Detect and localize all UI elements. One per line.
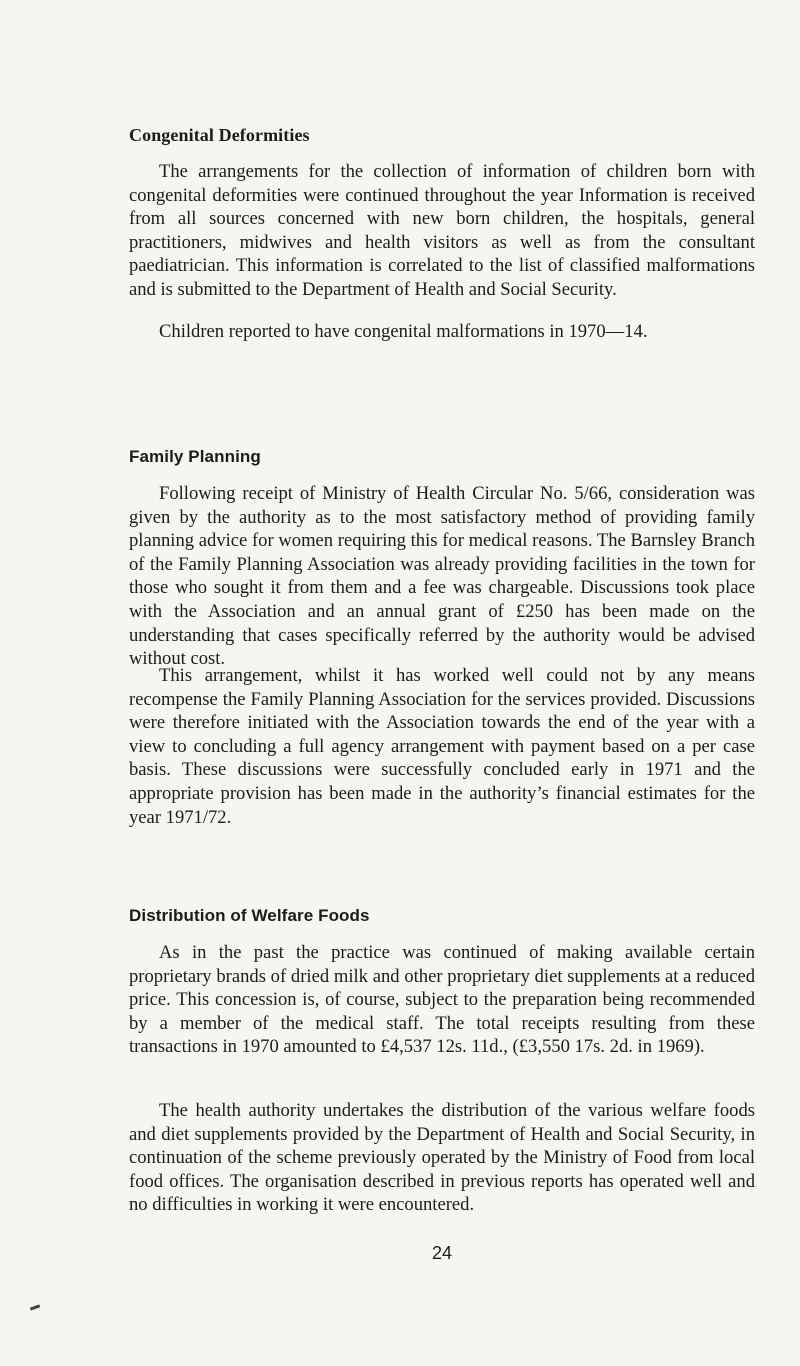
margin-mark [30,1304,40,1310]
paragraph-family-planning-1: Following receipt of Ministry of Health Circular No. 5/66, consideration was given by the authority as to the most satisfactory method of providing family planning advice for women requiring this for medical reasons. The Barnsley Branch of the Family Planning Association was already providing facilities in the town for those who sought it from them and a fee was chargeable. Discussions took place with the Association and an annual grant of £250 has been made on the understanding that cases specifically referred by the authority would be advised without cost. [129,483,755,670]
document-page [129,0,755,1366]
section-heading-welfare-foods: Distribution of Welfare Foods [129,906,370,925]
section-heading-congenital-deformities: Congenital Deformities [129,125,310,145]
paragraph-congenital-2: Children reported to have congenital malformations in 1970—14. [159,321,648,342]
paragraph-congenital-1: The arrangements for the collection of information of children born with congenital deformities were continued throughout the year Information is received from all sources concerned with new born children, the hospitals, general practitioners, midwives and health visitors as well as from the consultant paediatrician. This information is correlated to the list of classified malformations and is submitted to the Department of Health and Social Security. [129,161,755,300]
paragraph-family-planning-2: This arrangement, whilst it has worked well could not by any means recompense the Family Planning Association for the services provided. Discussions were therefore initiated with the Association towards the end of the year with a view to concluding a full agency arrangement with payment based on a per case basis. These discussions were successfully concluded early in 1971 and the appropriate provision has been made in the authority’s financial estimates for the year 1971/72. [129,665,755,828]
page-number: 24 [431,1243,453,1263]
paragraph-welfare-foods-2: The health authority undertakes the distribution of the various welfare foods and diet supplements provided by the Department of Health and Social Security, in continuation of the scheme previously operated by the Ministry of Food from local food offices. The organisation described in previous reports has operated well and no difficulties in working it were encountered. [129,1100,755,1216]
section-heading-family-planning: Family Planning [129,447,261,466]
paragraph-welfare-foods-1: As in the past the practice was continued of making available certain proprietary brands of dried milk and other proprietary diet supplements at a reduced price. This concession is, of course, subject to the preparation being recommended by a member of the medical staff. The total receipts resulting from these transactions in 1970 amounted to £4,537 12s. 11d., (£3,550 17s. 2d. in 1969). [129,942,755,1058]
